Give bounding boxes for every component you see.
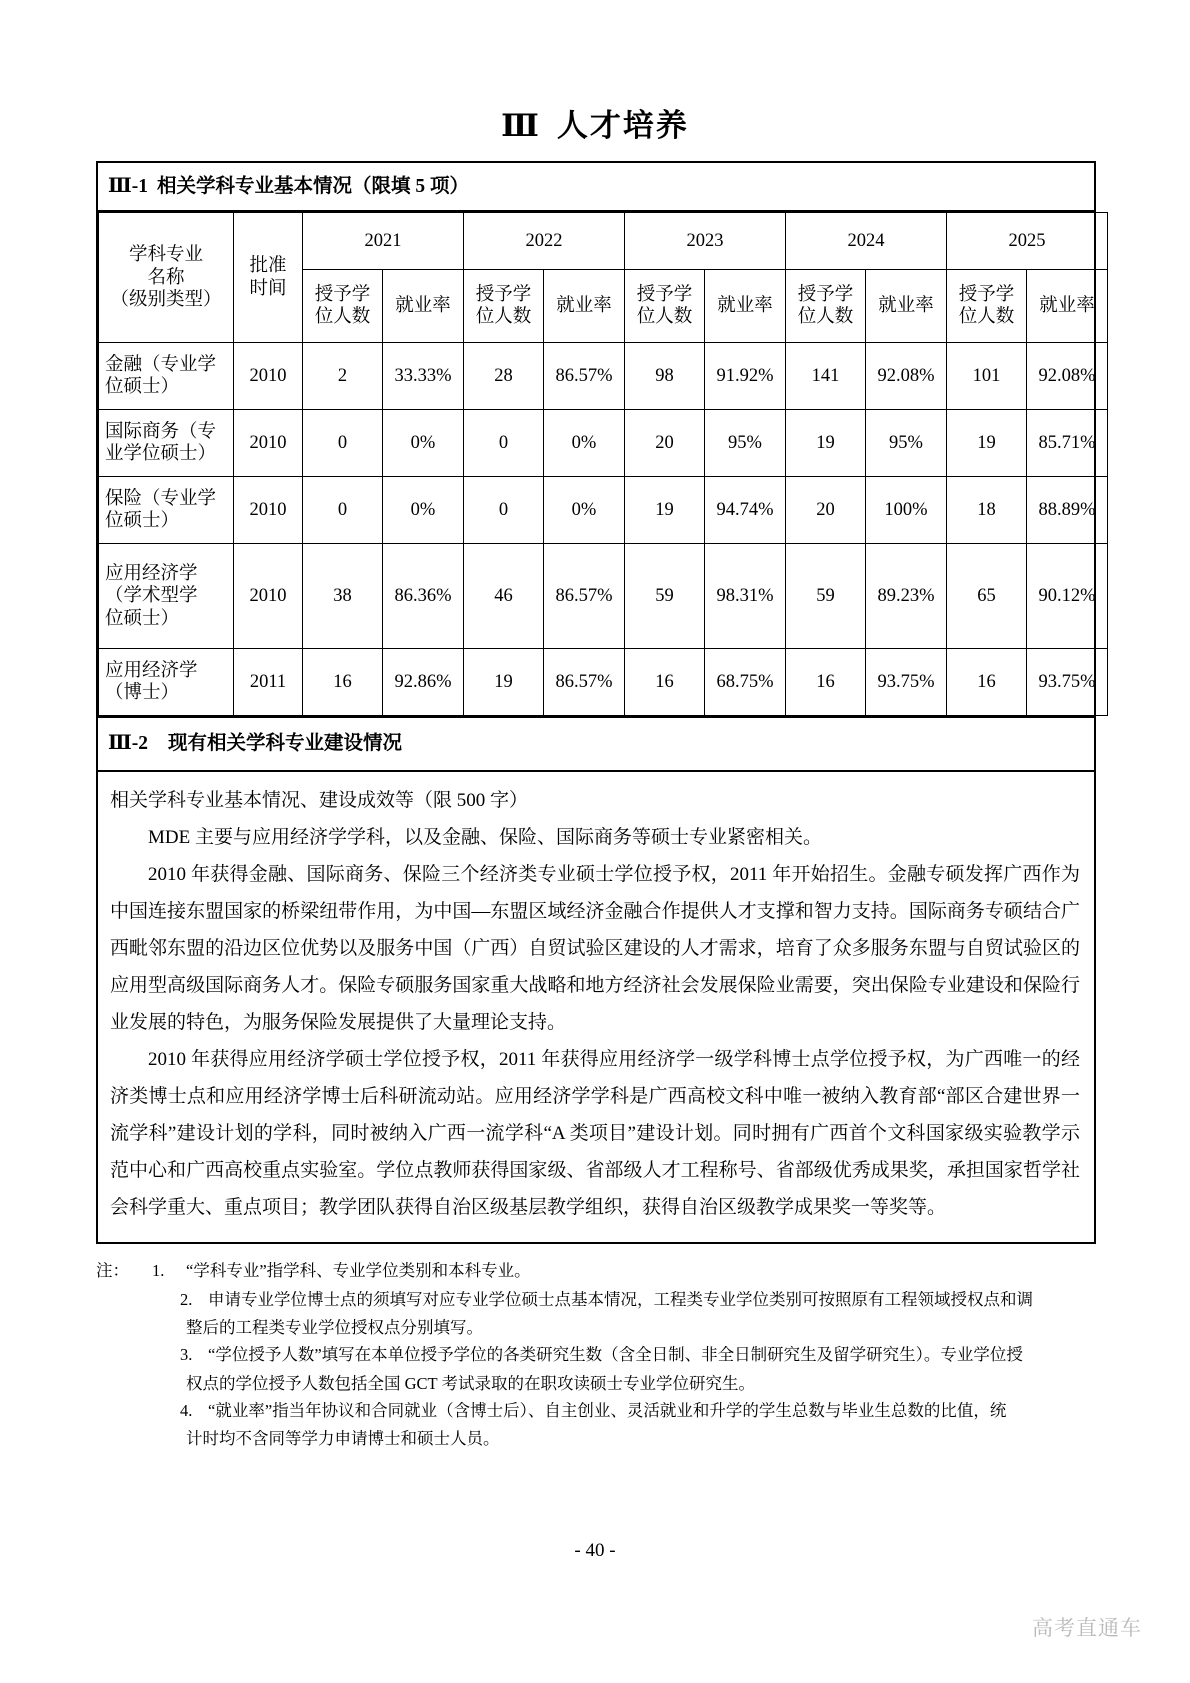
cell-awarded-2025: 19 — [947, 410, 1027, 477]
cell-employment-2023: 94.74% — [705, 477, 786, 544]
cell-approval-time: 2011 — [234, 649, 303, 716]
cell-employment-2023: 95% — [705, 410, 786, 477]
cell-employment-2023: 98.31% — [705, 544, 786, 649]
cell-employment-2022: 0% — [544, 410, 625, 477]
section-iii-1-heading: 相关学科专业基本情况 — [157, 176, 353, 197]
watermark: 高考直通车 — [1032, 1617, 1142, 1640]
body-prompt: 相关学科专业基本情况、建设成效等（限 500 字） — [110, 789, 529, 811]
footnote-number-4: 4. — [180, 1400, 193, 1420]
cell-awarded-2021: 0 — [303, 477, 383, 544]
cell-awarded-2021: 2 — [303, 343, 383, 410]
footnote-text-2-cont: 整后的工程类专业学位授权点分别填写。 — [186, 1318, 483, 1338]
table-header-row-years — [99, 213, 1108, 270]
header-awarded-2024: 授予学 位人数 — [786, 270, 866, 343]
cell-awarded-2024: 59 — [786, 544, 866, 649]
cell-awarded-2023: 20 — [625, 410, 705, 477]
cell-discipline-name: 金融（专业学 位硕士） — [99, 343, 234, 410]
cell-approval-time: 2010 — [234, 544, 303, 649]
header-employment-2021: 就业率 — [383, 270, 464, 343]
cell-awarded-2023: 59 — [625, 544, 705, 649]
cell-awarded-2021: 16 — [303, 649, 383, 716]
cell-awarded-2025: 65 — [947, 544, 1027, 649]
footnote-text-4: “就业率”指当年协议和合同就业（含博士后）、自主创业、灵活就业和升学的学生总数与毕业生总数的比值，统 — [208, 1400, 1007, 1420]
page-title — [0, 100, 1190, 145]
section-iii-2-body — [98, 772, 1094, 1243]
footnote-number-3: 3. — [180, 1345, 193, 1365]
body-paragraph-2: 2010 年获得金融、国际商务、保险三个经济类专业硕士学位授予权，2011 年开始招生。金融专硕发挥广西作为中国连接东盟国家的桥梁纽带作用，为中国—东盟区域经济金融合作提供人才支撑和智力支持。国际商务专硕结合广西毗邻东盟的沿边区位优势以及服务中国（广西）自贸试验区建设的人才需求，培育了众多服务东盟与自贸试验区的应用型高级国际商务人才。保险专硕服务国家重大战略和地方经济社会发展保险业需要，突出保险专业建设和保险行业发展的特色，为服务保险发展提供了大量理论支持。 — [110, 863, 1080, 1033]
header-approval-time: 批准 时间 — [234, 213, 303, 343]
footnotes — [96, 1258, 1101, 1453]
cell-awarded-2022: 28 — [464, 343, 544, 410]
table-row — [99, 477, 1108, 544]
table-row — [99, 544, 1108, 649]
header-awarded-2022: 授予学 位人数 — [464, 270, 544, 343]
cell-awarded-2025: 18 — [947, 477, 1027, 544]
cell-employment-2025: 92.08% — [1027, 343, 1108, 410]
section-iii-1-header — [98, 163, 1094, 212]
cell-approval-time: 2010 — [234, 410, 303, 477]
table-row — [99, 410, 1108, 477]
cell-discipline-name: 国际商务（专 业学位硕士） — [99, 410, 234, 477]
cell-employment-2022: 0% — [544, 477, 625, 544]
main-frame — [96, 161, 1096, 1244]
page-number: - 40 - — [574, 1540, 616, 1561]
body-paragraph-3: 2010 年获得应用经济学硕士学位授予权，2011 年获得应用经济学一级学科博士点学位授予权，为广西唯一的经济类博士点和应用经济学博士后科研流动站。应用经济学学科是广西高校文科中唯一被纳入教育部“部区合建世界一流学科”建设计划的学科，同时被纳入广西一流学科“A 类项目”建设计划。同时拥有广西首个文科国家级实验教学示范中心和广西高校重点实验室。学位点教师获得国家级、省部级人才工程称号、省部级优秀成果奖，承担国家哲学社会科学重大、重点项目；教学团队获得自治区级基层教学组织，获得自治区级教学成果奖一等奖等。 — [110, 1049, 1080, 1219]
cell-employment-2022: 86.57% — [544, 343, 625, 410]
cell-employment-2025: 85.71% — [1027, 410, 1108, 477]
cell-employment-2021: 0% — [383, 477, 464, 544]
body-paragraph-1: MDE 主要与应用经济学学科，以及金融、保险、国际商务等硕士专业紧密相关。 — [148, 826, 822, 848]
cell-awarded-2024: 141 — [786, 343, 866, 410]
header-employment-2023: 就业率 — [705, 270, 786, 343]
cell-awarded-2023: 98 — [625, 343, 705, 410]
table-row — [99, 343, 1108, 410]
header-awarded-2021: 授予学 位人数 — [303, 270, 383, 343]
cell-awarded-2022: 19 — [464, 649, 544, 716]
footnote-text-4-cont: 计时均不含同等学力申请博士和硕士人员。 — [186, 1429, 500, 1449]
discipline-statistics-table — [98, 212, 1108, 716]
header-year-2023: 2023 — [625, 213, 786, 270]
header-employment-2024: 就业率 — [866, 270, 947, 343]
cell-employment-2024: 95% — [866, 410, 947, 477]
cell-discipline-name: 应用经济学 （博士） — [99, 649, 234, 716]
footnote-text-1: “学科专业”指学科、专业学位类别和本科专业。 — [186, 1261, 531, 1280]
footnote-item-1 — [96, 1258, 1101, 1285]
footnote-item-3 — [180, 1342, 1101, 1369]
cell-employment-2025: 90.12% — [1027, 544, 1108, 649]
footnote-number-2: 2. — [180, 1289, 193, 1309]
cell-awarded-2025: 16 — [947, 649, 1027, 716]
footnote-text-3-cont: 权点的学位授予人数包括全国 GCT 考试录取的在职攻读硕士专业学位研究生。 — [186, 1373, 755, 1393]
cell-awarded-2023: 16 — [625, 649, 705, 716]
header-employment-2025: 就业率 — [1027, 270, 1108, 343]
cell-employment-2021: 33.33% — [383, 343, 464, 410]
cell-employment-2025: 88.89% — [1027, 477, 1108, 544]
header-discipline-name: 学科专业 名称 （级别类型） — [99, 213, 234, 343]
cell-employment-2021: 0% — [383, 410, 464, 477]
page-title-text: 人才培养 — [556, 108, 689, 143]
cell-awarded-2023: 19 — [625, 477, 705, 544]
header-year-2025: 2025 — [947, 213, 1108, 270]
cell-discipline-name: 应用经济学 （学术型学 位硕士） — [99, 544, 234, 649]
cell-awarded-2024: 20 — [786, 477, 866, 544]
cell-employment-2023: 91.92% — [705, 343, 786, 410]
cell-awarded-2022: 0 — [464, 477, 544, 544]
cell-awarded-2025: 101 — [947, 343, 1027, 410]
cell-awarded-2022: 0 — [464, 410, 544, 477]
section-iii-1-id: Ⅲ-1 — [108, 176, 148, 197]
cell-employment-2024: 89.23% — [866, 544, 947, 649]
cell-employment-2025: 93.75% — [1027, 649, 1108, 716]
header-awarded-2023: 授予学 位人数 — [625, 270, 705, 343]
cell-awarded-2021: 0 — [303, 410, 383, 477]
header-year-2024: 2024 — [786, 213, 947, 270]
cell-employment-2022: 86.57% — [544, 544, 625, 649]
cell-approval-time: 2010 — [234, 343, 303, 410]
cell-discipline-name: 保险（专业学 位硕士） — [99, 477, 234, 544]
table-row — [99, 649, 1108, 716]
cell-awarded-2022: 46 — [464, 544, 544, 649]
cell-employment-2023: 68.75% — [705, 649, 786, 716]
section-iii-2-heading: 现有相关学科专业建设情况 — [168, 733, 403, 755]
footnote-number-1: 1. — [152, 1261, 165, 1280]
cell-employment-2021: 92.86% — [383, 649, 464, 716]
section-iii-1-limit: （限填 5 项） — [352, 176, 470, 197]
header-awarded-2025: 授予学 位人数 — [947, 270, 1027, 343]
cell-awarded-2024: 19 — [786, 410, 866, 477]
cell-employment-2024: 93.75% — [866, 649, 947, 716]
cell-awarded-2024: 16 — [786, 649, 866, 716]
cell-employment-2024: 92.08% — [866, 343, 947, 410]
section-iii-2-id: Ⅲ-2 — [108, 733, 148, 755]
cell-employment-2022: 86.57% — [544, 649, 625, 716]
footnote-lead: 注： — [96, 1261, 129, 1280]
header-year-2021: 2021 — [303, 213, 464, 270]
cell-employment-2021: 86.36% — [383, 544, 464, 649]
cell-approval-time: 2010 — [234, 477, 303, 544]
footnote-text-2: 申请专业学位博士点的须填写对应专业学位硕士点基本情况，工程类专业学位类别可按照原有工程领域授权点和调 — [208, 1289, 1033, 1309]
cell-employment-2024: 100% — [866, 477, 947, 544]
footnote-item-2 — [180, 1287, 1101, 1314]
page-title-numeral: Ⅲ — [501, 108, 541, 143]
footnote-text-3: “学位授予人数”填写在本单位授予学位的各类研究生数（含全日制、非全日制研究生及留学研究生）。专业学位授 — [208, 1345, 1023, 1365]
header-employment-2022: 就业率 — [544, 270, 625, 343]
footnote-item-4 — [180, 1398, 1101, 1425]
cell-awarded-2021: 38 — [303, 544, 383, 649]
header-year-2022: 2022 — [464, 213, 625, 270]
section-iii-2-header — [98, 716, 1094, 771]
